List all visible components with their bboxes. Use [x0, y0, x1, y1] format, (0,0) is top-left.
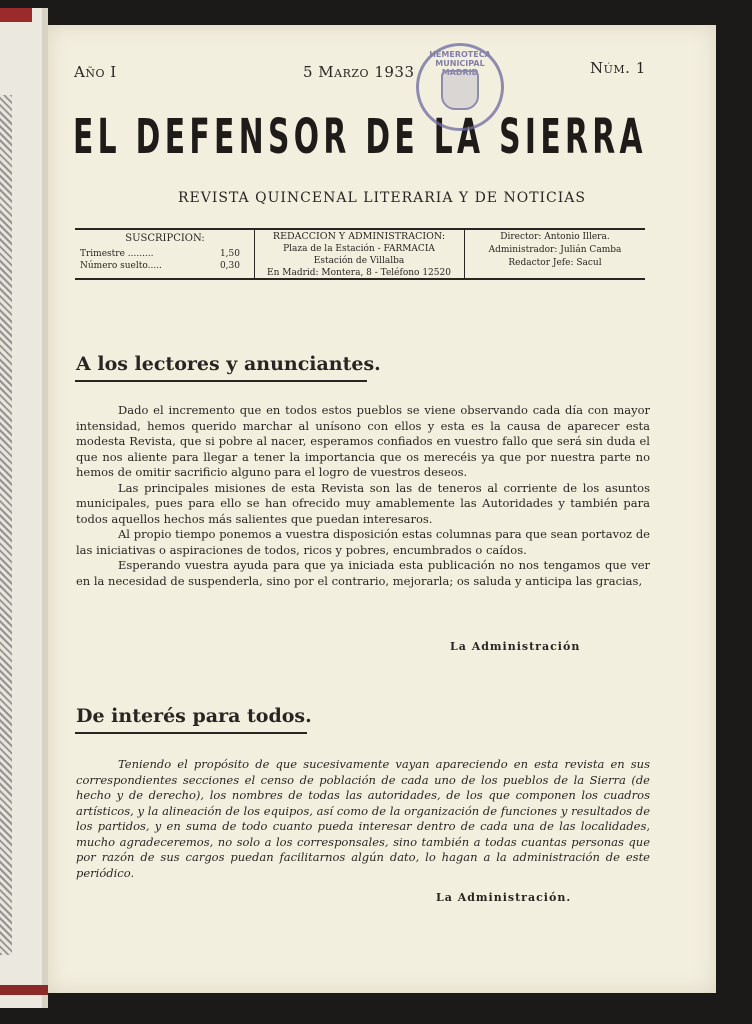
office-line: Plaza de la Estación - FARMACIA — [283, 244, 435, 254]
masthead-subtitle: REVISTA QUINCENAL LITERARIA Y DE NOTICIAS — [177, 190, 586, 206]
article2-heading-underline — [75, 732, 307, 734]
stamp-text: HEMEROTECA MUNICIPAL MADRID — [429, 50, 491, 77]
subscription-title: SUSCRIPCION: — [125, 233, 205, 244]
subscription-label: Trimestre ......... — [80, 249, 154, 259]
box-divider-2 — [464, 230, 465, 278]
subscription-price: 1,50 — [219, 249, 240, 259]
staff-block — [466, 231, 644, 270]
subscription-block — [80, 233, 250, 272]
article1-body — [76, 403, 650, 589]
newspaper-page — [48, 25, 716, 993]
masthead-title: EL DEFENSOR DE LA SIERRA — [73, 109, 647, 165]
office-line: En Madrid: Montera, 8 - Teléfono 12520 — [267, 268, 451, 278]
article1-signature: La Administración — [450, 640, 581, 653]
office-block — [256, 231, 462, 279]
stamp-emblem-icon — [441, 70, 479, 110]
article1-paragraph: Al propio tiempo ponemos a vuestra disposición estas columnas para que sean portavoz de las iniciativas o aspiraciones de todos, ricos y pobres, encumbrados o caídos. — [76, 527, 650, 557]
binding-red-tab — [0, 8, 32, 22]
library-stamp — [416, 43, 504, 131]
binding-stitching — [0, 95, 12, 955]
article1-heading: A los lectores y anunciantes. — [76, 353, 381, 375]
article2-body — [76, 757, 650, 881]
office-line: Estación de Villalba — [313, 256, 405, 266]
box-top-rule — [75, 228, 645, 230]
box-divider-1 — [254, 230, 255, 278]
article2-paragraph: Teniendo el propósito de que sucesivamente vayan apareciendo en esta revista en sus correspondientes secciones el censo de población de cada uno de los pueblos de la Sierra (de hecho y de derecho), los nombres de todas las autoridades, de los que componen los cuadros artísticos, y la alineación de los equipos, así como de la organización de funciones y resultados de los partidos, y en suma de todo cuanto pueda interesar dentro de cada una de las localidades, mucho agradeceremos, no solo a los corresponsales, sino también a todas cuantas personas que por razón de sus cargos puedan facilitarnos algún dato, lo hagan a la administración de este periódico. — [76, 757, 650, 880]
article1-paragraph: Esperando vuestra ayuda para que ya iniciada esta publicación no nos tengamos que ver en la necesidad de suspenderla, sino por el contrario, mejorarla; os saluda y anticipa las gracias, — [76, 558, 650, 588]
article1-paragraph: Las principales misiones de esta Revista son las de teneros al corriente de los asuntos municipales, pues para ello se han ofrecido muy amablemente las Autoridades y también para todos aquellos hechos más salientes que puedan interesaros. — [76, 480, 650, 526]
staff-line: Administrador: Julián Camba — [488, 245, 622, 255]
issue-year: Año I — [74, 63, 117, 81]
staff-line: Redactor Jefe: Sacul — [508, 258, 602, 268]
issue-date: 5 Marzo 1933 — [303, 63, 415, 81]
subscription-row — [80, 260, 250, 272]
binding-red-bottom — [0, 985, 48, 995]
subscription-price: 0,30 — [219, 261, 240, 271]
subscription-row — [80, 248, 250, 260]
staff-line: Director: Antonio Illera. — [500, 232, 610, 242]
office-title: REDACCION Y ADMINISTRACION: — [272, 231, 446, 242]
article2-heading: De interés para todos. — [76, 705, 312, 727]
article1-paragraph: Dado el incremento que en todos estos pueblos se viene observando cada día con mayor intensidad, hemos querido marchar al unísono con ellos y esta es la causa de aparecer esta modesta Revista, que si pobre al nacer, esperamos confiados en vuestro fallo que será sin duda el que nos aliente para llegar a tener la importancia que os merecéis ya que por nuestra parte no hemos de omitir sacrificio alguno para el logro de vuestros deseos. — [76, 403, 650, 479]
issue-number: Núm. 1 — [590, 59, 646, 77]
article1-heading-underline — [75, 380, 367, 382]
subscription-label: Número suelto..... — [80, 261, 162, 271]
article2-signature: La Administración. — [436, 891, 572, 904]
